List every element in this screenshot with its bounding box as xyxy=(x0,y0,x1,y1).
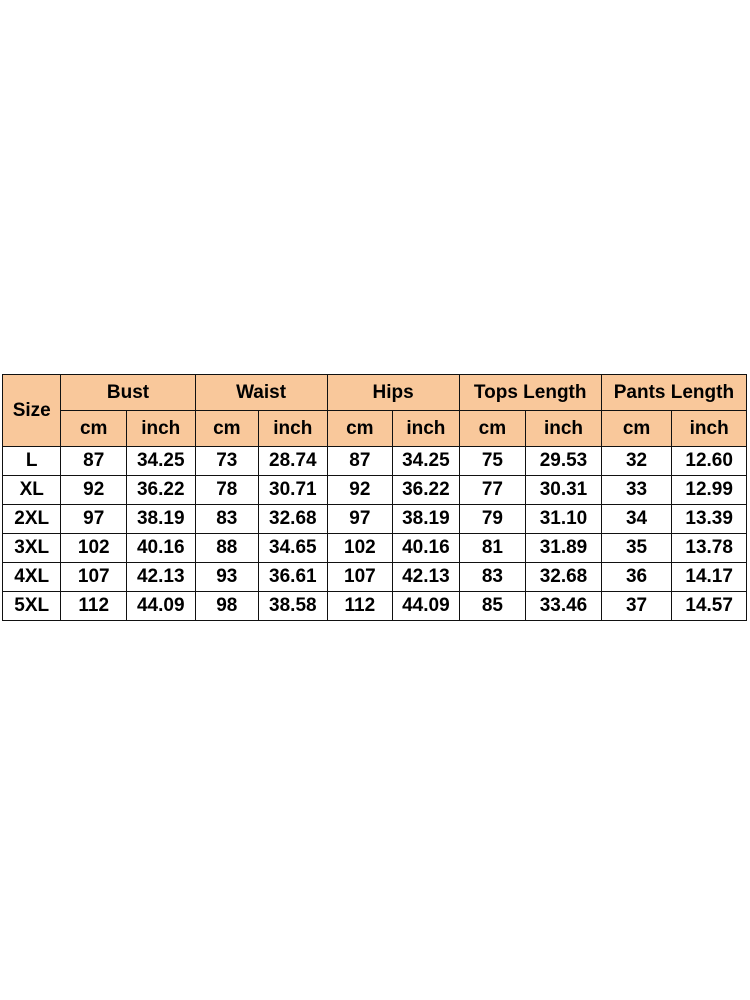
measurement-cell: 102 xyxy=(327,534,393,563)
measurement-cell: 112 xyxy=(327,592,393,621)
measurement-cell: 30.71 xyxy=(259,476,328,505)
measurement-cell: 35 xyxy=(601,534,672,563)
group-header-waist: Waist xyxy=(195,375,327,411)
measurement-cell: 13.39 xyxy=(672,505,747,534)
measurement-cell: 107 xyxy=(61,563,127,592)
measurement-cell: 102 xyxy=(61,534,127,563)
measurement-cell: 37 xyxy=(601,592,672,621)
measurement-cell: 34 xyxy=(601,505,672,534)
size-cell: 2XL xyxy=(3,505,61,534)
table-row xyxy=(3,505,747,534)
measurement-cell: 33.46 xyxy=(526,592,602,621)
unit-header: inch xyxy=(672,411,747,447)
size-chart-body xyxy=(3,447,747,621)
table-row xyxy=(3,592,747,621)
table-row xyxy=(3,447,747,476)
unit-header: inch xyxy=(526,411,602,447)
measurement-cell: 98 xyxy=(195,592,259,621)
size-cell: L xyxy=(3,447,61,476)
measurement-cell: 107 xyxy=(327,563,393,592)
unit-header: cm xyxy=(61,411,127,447)
size-cell: XL xyxy=(3,476,61,505)
measurement-cell: 81 xyxy=(459,534,526,563)
measurement-cell: 83 xyxy=(459,563,526,592)
group-header-pants-length: Pants Length xyxy=(601,375,746,411)
measurement-cell: 38.19 xyxy=(126,505,195,534)
measurement-cell: 44.09 xyxy=(393,592,460,621)
measurement-cell: 79 xyxy=(459,505,526,534)
size-cell: 5XL xyxy=(3,592,61,621)
measurement-cell: 36 xyxy=(601,563,672,592)
measurement-cell: 40.16 xyxy=(393,534,460,563)
measurement-cell: 83 xyxy=(195,505,259,534)
header-row-units xyxy=(3,411,747,447)
unit-header: cm xyxy=(327,411,393,447)
group-header-bust: Bust xyxy=(61,375,195,411)
measurement-cell: 12.60 xyxy=(672,447,747,476)
unit-header: inch xyxy=(259,411,328,447)
measurement-cell: 13.78 xyxy=(672,534,747,563)
measurement-cell: 32 xyxy=(601,447,672,476)
measurement-cell: 92 xyxy=(61,476,127,505)
size-chart-table xyxy=(2,374,747,621)
measurement-cell: 32.68 xyxy=(526,563,602,592)
measurement-cell: 112 xyxy=(61,592,127,621)
measurement-cell: 34.65 xyxy=(259,534,328,563)
measurement-cell: 73 xyxy=(195,447,259,476)
unit-header: cm xyxy=(195,411,259,447)
measurement-cell: 31.10 xyxy=(526,505,602,534)
measurement-cell: 29.53 xyxy=(526,447,602,476)
table-row xyxy=(3,563,747,592)
measurement-cell: 36.22 xyxy=(126,476,195,505)
measurement-cell: 42.13 xyxy=(126,563,195,592)
measurement-cell: 36.61 xyxy=(259,563,328,592)
measurement-cell: 31.89 xyxy=(526,534,602,563)
measurement-cell: 33 xyxy=(601,476,672,505)
measurement-cell: 88 xyxy=(195,534,259,563)
measurement-cell: 77 xyxy=(459,476,526,505)
measurement-cell: 87 xyxy=(61,447,127,476)
measurement-cell: 14.57 xyxy=(672,592,747,621)
measurement-cell: 87 xyxy=(327,447,393,476)
unit-header: cm xyxy=(459,411,526,447)
measurement-cell: 14.17 xyxy=(672,563,747,592)
measurement-cell: 78 xyxy=(195,476,259,505)
measurement-cell: 34.25 xyxy=(126,447,195,476)
measurement-cell: 75 xyxy=(459,447,526,476)
unit-header: inch xyxy=(393,411,460,447)
size-cell: 4XL xyxy=(3,563,61,592)
size-header: Size xyxy=(3,375,61,447)
group-header-tops-length: Tops Length xyxy=(459,375,601,411)
header-row-groups xyxy=(3,375,747,411)
measurement-cell: 28.74 xyxy=(259,447,328,476)
size-cell: 3XL xyxy=(3,534,61,563)
measurement-cell: 97 xyxy=(327,505,393,534)
measurement-cell: 36.22 xyxy=(393,476,460,505)
measurement-cell: 92 xyxy=(327,476,393,505)
unit-header: inch xyxy=(126,411,195,447)
measurement-cell: 12.99 xyxy=(672,476,747,505)
measurement-cell: 93 xyxy=(195,563,259,592)
measurement-cell: 40.16 xyxy=(126,534,195,563)
table-row xyxy=(3,476,747,505)
measurement-cell: 34.25 xyxy=(393,447,460,476)
measurement-cell: 30.31 xyxy=(526,476,602,505)
measurement-cell: 38.58 xyxy=(259,592,328,621)
measurement-cell: 42.13 xyxy=(393,563,460,592)
measurement-cell: 38.19 xyxy=(393,505,460,534)
measurement-cell: 44.09 xyxy=(126,592,195,621)
measurement-cell: 97 xyxy=(61,505,127,534)
unit-header: cm xyxy=(601,411,672,447)
measurement-cell: 32.68 xyxy=(259,505,328,534)
group-header-hips: Hips xyxy=(327,375,459,411)
measurement-cell: 85 xyxy=(459,592,526,621)
table-row xyxy=(3,534,747,563)
